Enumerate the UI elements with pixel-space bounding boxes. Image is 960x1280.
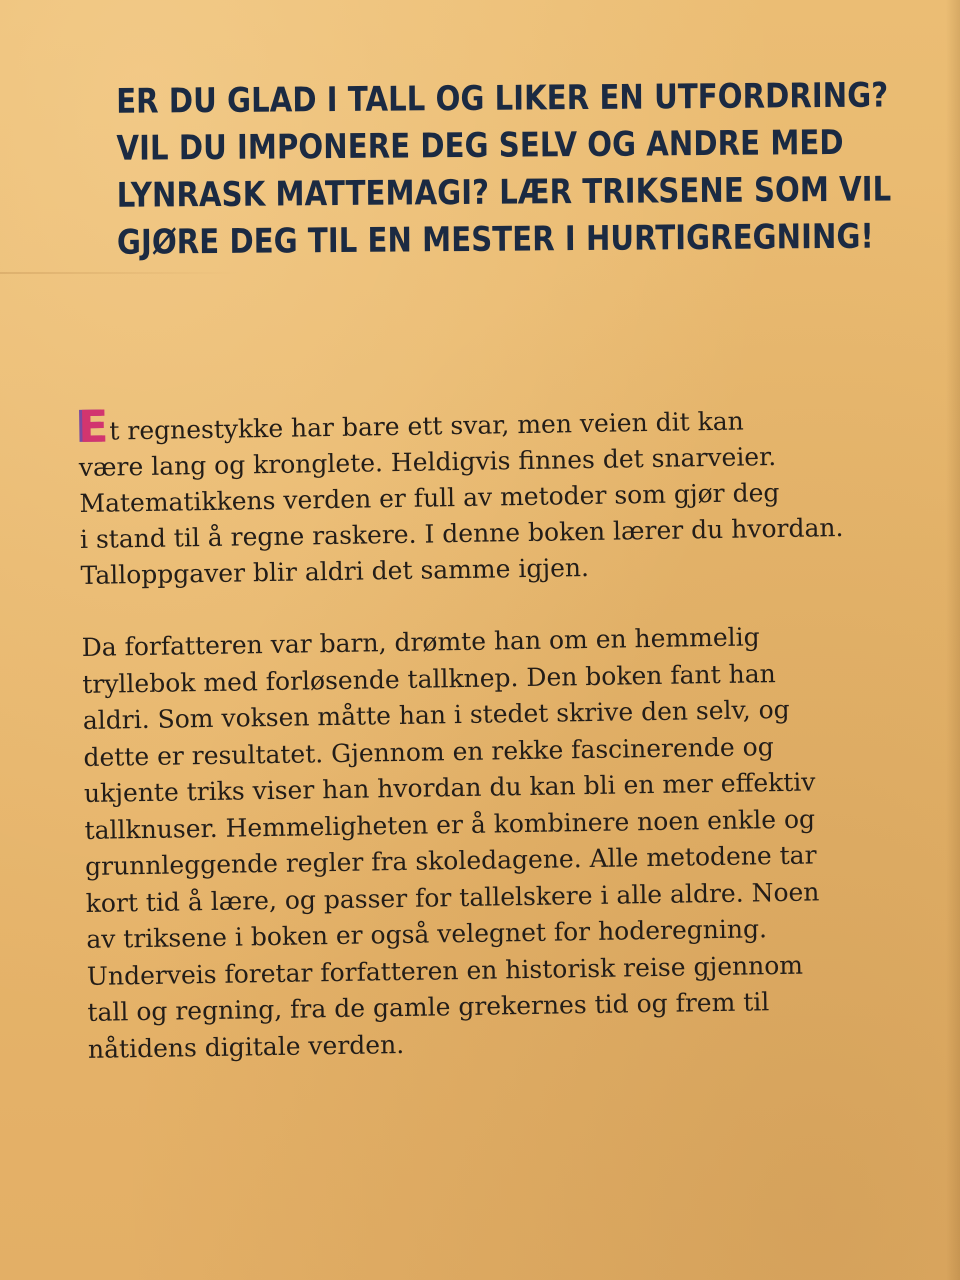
blurb <box>78 398 868 1068</box>
text-line: kort tid å lære, og passer for tallelskere i alle aldre. Noen <box>85 876 820 918</box>
text-line: ukjente triks viser han hvordan du kan bli en mer effektiv <box>83 767 816 808</box>
blurb-paragraph-1 <box>78 398 861 594</box>
text-line: dette er resultatet. Gjennom en rekke fascinerende og <box>83 731 774 772</box>
page-edge-shadow <box>946 0 960 1280</box>
text-line: Matematikkens verden er full av metoder som gjør deg <box>79 477 780 518</box>
text-line: Da forfatteren var barn, drømte han om en hemmelig <box>81 622 760 662</box>
tagline-line: GJØRE DEG TIL EN MESTER I HURTIGREGNING! <box>116 216 874 263</box>
first-line-text: t regnestykke har bare ett svar, men veien dit kan <box>109 406 744 446</box>
text-line: av triksene i boken er også velegnet for hoderegning. <box>86 914 768 954</box>
text-line: tallknuser. Hemmeligheten er å kombinere noen enkle og <box>84 803 816 845</box>
tagline-line: ER DU GLAD I TALL OG LIKER EN UTFORDRING? <box>116 75 889 122</box>
text-line: være lang og kronglete. Heldigvis finnes det snarveier. <box>78 442 777 482</box>
text-line: nåtidens digitale verden. <box>87 1029 405 1064</box>
paper-crease <box>0 272 240 274</box>
tagline-line: VIL DU IMPONERE DEG SELV OG ANDRE MED <box>116 122 844 169</box>
text-line: aldri. Som voksen måtte han i stedet skrive den selv, og <box>82 694 790 735</box>
text-line: tryllebok med forløsende tallknep. Den boken fant han <box>82 658 776 699</box>
tagline-line: LYNRASK MATTEMAGI? LÆR TRIKSENE SOM VIL <box>116 169 892 216</box>
text-line: grunnleggende regler fra skoledagene. Alle metodene tar <box>84 840 817 881</box>
text-line: Talloppgaver blir aldri det samme igjen. <box>80 552 590 590</box>
text-line: tall og regning, fra de gamle grekernes tid og frem til <box>87 987 770 1027</box>
blurb-paragraph-2 <box>81 618 868 1068</box>
text-line: Underveis foretar forfatteren en historisk reise gjennom <box>86 950 804 991</box>
cover-tagline <box>116 73 892 267</box>
drop-cap: E <box>77 401 109 453</box>
text-line: i stand til å regne raskere. I denne boken lærer du hvordan. <box>79 512 844 554</box>
